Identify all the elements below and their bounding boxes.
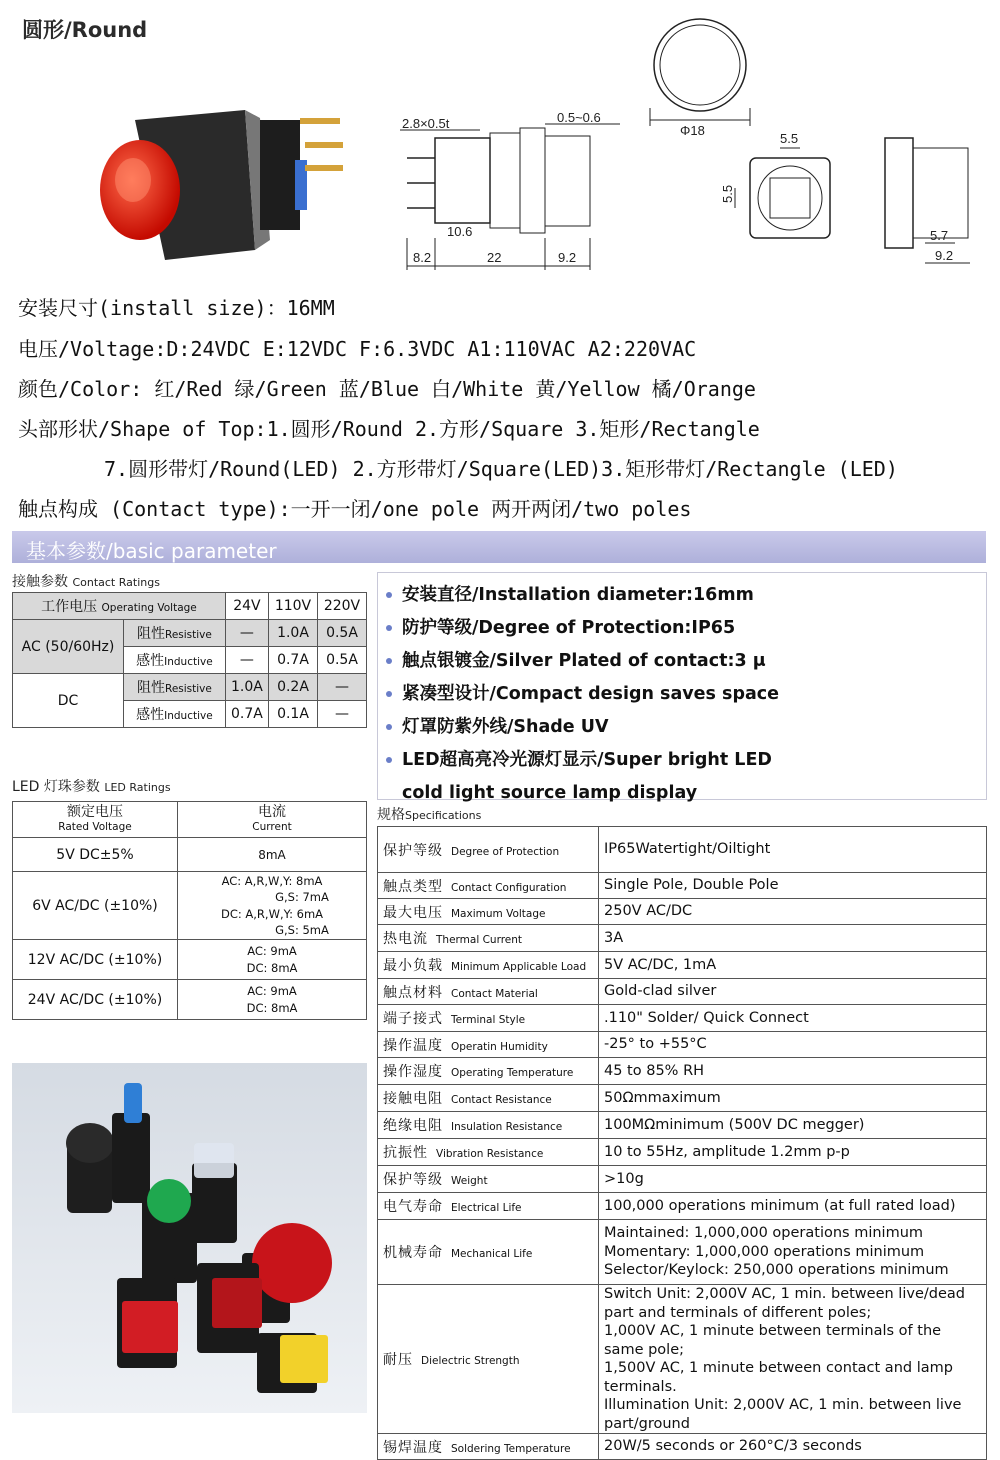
dim-b: 22	[487, 250, 502, 265]
table-row	[378, 925, 987, 952]
table-row	[378, 1193, 987, 1220]
spec-label: 机械寿命 Mechanical Life	[378, 1220, 599, 1285]
spec-label: 抗振性 Vibration Resistance	[378, 1139, 599, 1166]
spec-label: 保护等级 Degree of Protection	[378, 827, 599, 873]
table-row: DC 阻性Resistive 1.0A 0.2A —	[13, 674, 367, 701]
contact-caption: 接触参数 Contact Ratings	[12, 574, 160, 590]
table-row	[378, 979, 987, 1005]
spec-value: 20W/5 seconds or 260°C/3 seconds	[599, 1434, 987, 1460]
table-row	[378, 1285, 987, 1434]
table-row	[378, 1220, 987, 1285]
product-photo	[95, 100, 375, 275]
switch-assortment-photo	[12, 1063, 367, 1413]
section-banner	[12, 531, 986, 563]
spec-value: Single Pole, Double Pole	[599, 873, 987, 899]
table-row	[378, 827, 987, 873]
spec-value: 100,000 operations minimum (at full rated load)	[599, 1193, 987, 1220]
spec-value: 45 to 85% RH	[599, 1058, 987, 1085]
spec-value: 5V AC/DC, 1mA	[599, 952, 987, 979]
spec-value: Switch Unit: 2,000V AC, 1 min. between live/dead part and terminals of different poles; 1,000V AC, 1 minute between terminals of the same pole; 1,500V AC, 1 minute between contact and lamp terminals. Illumination Unit: 2,000V AC, 1 min. between live part/ground	[599, 1285, 987, 1434]
spec-label: 触点类型 Contact Configuration	[378, 873, 599, 899]
table-row	[378, 1085, 987, 1112]
spec-label: 耐压 Dielectric Strength	[378, 1285, 599, 1434]
contact-ratings-table	[12, 592, 367, 728]
spec-value: -25° to +55°C	[599, 1032, 987, 1058]
table-row	[378, 1005, 987, 1032]
list-item: LED超高亮冷光源灯显示/Super bright LED	[386, 744, 986, 777]
table-row: 感性Inductive 0.7A 0.1A —	[13, 701, 367, 728]
spec-label: 绝缘电阻 Insulation Resistance	[378, 1112, 599, 1139]
spec-value: 3A	[599, 925, 987, 952]
spec-contact-type: 触点构成 (Contact type):一开一闭/one pole 两开两闭/two poles	[18, 497, 692, 521]
dim-body: 10.6	[447, 224, 473, 239]
dim-front-h: 5.5	[720, 184, 735, 203]
dim-c: 9.2	[558, 250, 577, 265]
spec-label: 锡焊温度 Soldering Temperature	[378, 1434, 599, 1460]
banner-title: 基本参数/basic parameter	[26, 539, 277, 563]
spec-value: .110" Solder/ Quick Connect	[599, 1005, 987, 1032]
dim-a: 8.2	[413, 250, 432, 265]
led-caption: LED 灯珠参数 LED Ratings	[12, 779, 171, 795]
features-box	[377, 572, 987, 803]
spec-label: 接触电阻 Contact Resistance	[378, 1085, 599, 1112]
spec-color: 颜色/Color: 红/Red 绿/Green 蓝/Blue 白/White 黄/Yellow 橘/Orange	[18, 377, 756, 401]
spec-label: 触点材料 Contact Material	[378, 979, 599, 1005]
specifications-table	[377, 826, 987, 1460]
spec-shape: 头部形状/Shape of Top:1.圆形/Round 2.方形/Square 3.矩形/Rectangle	[18, 417, 760, 441]
page-title: 圆形/Round	[22, 18, 148, 42]
list-item: cold light source lamp display	[402, 783, 698, 803]
spec-label: 电气寿命 Electrical Life	[378, 1193, 599, 1220]
list-item: 安装直径/Installation diameter:16mm	[386, 579, 986, 612]
dim-profile-a: 5.7	[930, 228, 949, 243]
list-item: 触点银镀金/Silver Plated of contact:3 μ	[386, 645, 986, 678]
table-row: 工作电压 Operating Voltage 24V 110V 220V	[13, 593, 367, 620]
table-row: 额定电压 Rated Voltage 电流 Current	[13, 802, 367, 838]
spec-value: 50Ωmmaximum	[599, 1085, 987, 1112]
table-row: AC (50/60Hz) 阻性Resistive — 1.0A 0.5A	[13, 620, 367, 647]
table-row	[378, 952, 987, 979]
spec-label: 保护等级 Weight	[378, 1166, 599, 1193]
spec-value: >10g	[599, 1166, 987, 1193]
spec-label: 最小负载 Minimum Applicable Load	[378, 952, 599, 979]
spec-value: Gold-clad silver	[599, 979, 987, 1005]
table-row	[378, 1434, 987, 1460]
spec-install-size: 安装尺寸(install size)：16MM	[18, 296, 335, 320]
table-row	[378, 1058, 987, 1085]
spec-value: Maintained: 1,000,000 operations minimum Momentary: 1,000,000 operations minimum Selector/Keylock: 250,000 operations minimum	[599, 1220, 987, 1285]
table-row: 感性Inductive — 0.7A 0.5A	[13, 647, 367, 674]
dim-profile-b: 9.2	[935, 248, 954, 263]
dim-terminal: 2.8×0.5t	[402, 116, 450, 131]
list-item: 灯罩防紫外线/Shade UV	[386, 711, 986, 744]
table-row	[378, 1112, 987, 1139]
dim-panel: 0.5~0.6	[557, 110, 601, 125]
dimension-drawings	[395, 8, 990, 270]
table-row	[378, 1139, 987, 1166]
spec-value: IP65Watertight/Oiltight	[599, 827, 987, 873]
table-row: 24V AC/DC (±10%) AC: 9mA DC: 8mA	[13, 980, 367, 1020]
spec-label: 端子接式 Terminal Style	[378, 1005, 599, 1032]
table-row: 6V AC/DC (±10%) AC: A,R,W,Y: 8mA G,S: 7mA DC: A,R,W,Y: 6mA G,S: 5mA	[13, 872, 367, 940]
table-row	[378, 1032, 987, 1058]
list-item: 紧凑型设计/Compact design saves space	[386, 678, 986, 711]
spec-label: 操作温度 Operatin Humidity	[378, 1032, 599, 1058]
table-row: 12V AC/DC (±10%) AC: 9mA DC: 8mA	[13, 940, 367, 980]
spec-shape-led: 7.圆形带灯/Round(LED) 2.方形带灯/Square(LED)3.矩形带灯/Rectangle (LED)	[104, 457, 898, 481]
dim-diameter: Φ18	[680, 123, 705, 138]
spec-label: 最大电压 Maximum Voltage	[378, 899, 599, 925]
dim-front-w: 5.5	[780, 131, 799, 146]
spec-value: 10 to 55Hz, amplitude 1.2mm p-p	[599, 1139, 987, 1166]
spec-value: 100MΩminimum (500V DC megger)	[599, 1112, 987, 1139]
spec-value: 250V AC/DC	[599, 899, 987, 925]
table-row	[378, 899, 987, 925]
spec-label: 热电流 Thermal Current	[378, 925, 599, 952]
table-row: 5V DC±5% 8mA	[13, 838, 367, 872]
spec-label: 操作湿度 Operating Temperature	[378, 1058, 599, 1085]
table-row	[378, 1166, 987, 1193]
table-row	[378, 873, 987, 899]
led-ratings-table	[12, 801, 367, 1020]
spec-caption: 规格Specifications	[377, 807, 482, 823]
spec-voltage: 电压/Voltage:D:24VDC E:12VDC F:6.3VDC A1:110VAC A2:220VAC	[18, 337, 697, 361]
list-item: 防护等级/Degree of Protection:IP65	[386, 612, 986, 645]
